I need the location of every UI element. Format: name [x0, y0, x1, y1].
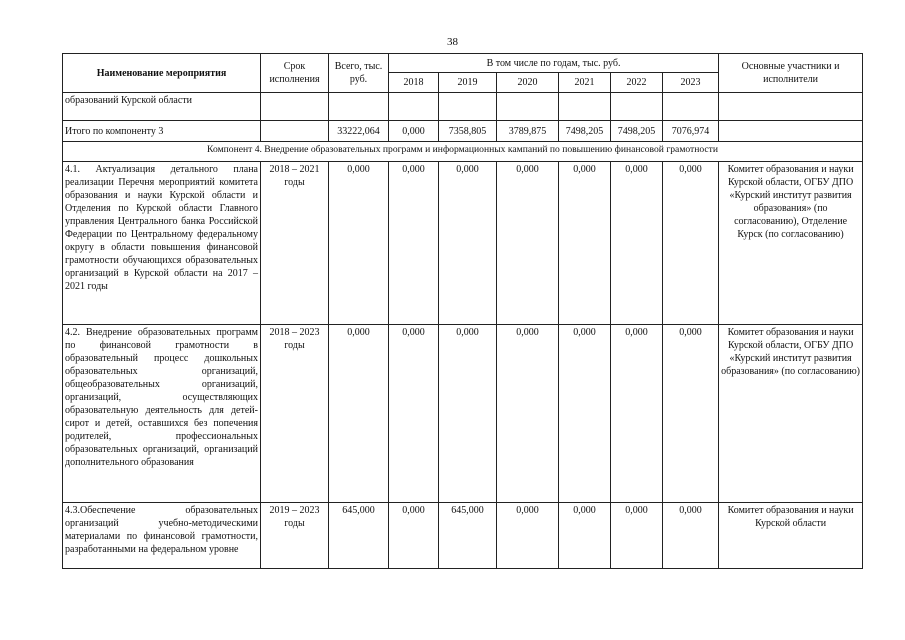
activity-name: 4.3.Обеспечение образовательных организаций учебно-методическими материалами по финансовой грамотности, разработанными на федеральном уровне	[63, 503, 261, 569]
activity-value: 0,000	[389, 325, 439, 503]
header-year: 2020	[497, 73, 559, 93]
total-row-value: 3789,875	[497, 121, 559, 142]
continuation-name: образований Курской области	[63, 93, 261, 121]
total-row	[63, 121, 863, 142]
activity-term: 2018 – 2023 годы	[261, 325, 329, 503]
component-heading-row	[63, 142, 863, 162]
activity-value: 0,000	[663, 503, 719, 569]
activity-value: 0,000	[663, 162, 719, 325]
total-row-value: 7498,205	[559, 121, 611, 142]
activity-value: 0,000	[559, 325, 611, 503]
header-year: 2018	[389, 73, 439, 93]
activity-value: 0,000	[611, 503, 663, 569]
header-participants: Основные участники и исполнители	[719, 54, 863, 93]
activity-value: 0,000	[439, 325, 497, 503]
activity-participants: Комитет образования и науки Курской области, ОГБУ ДПО «Курский институт развития образования» (по согласованию)	[719, 325, 863, 503]
total-row-value: 0,000	[389, 121, 439, 142]
continuation-row	[63, 93, 863, 121]
activity-total: 645,000	[329, 503, 389, 569]
header-total: Всего, тыс. руб.	[329, 54, 389, 93]
activity-participants: Комитет образования и науки Курской области, ОГБУ ДПО «Курский институт развития образования» (по согласованию), Отделение Курск (по согласованию)	[719, 162, 863, 325]
table-row	[63, 325, 863, 503]
activity-total: 0,000	[329, 325, 389, 503]
header-term: Срок исполнения	[261, 54, 329, 93]
table-row	[63, 162, 863, 325]
component-title: Компонент 4. Внедрение образовательных программ и информационных кампаний по повышению финансовой грамотности	[63, 142, 863, 162]
activity-value: 0,000	[611, 325, 663, 503]
activity-value: 0,000	[389, 162, 439, 325]
activity-value: 0,000	[497, 162, 559, 325]
header-year: 2019	[439, 73, 497, 93]
total-row-sum: 33222,064	[329, 121, 389, 142]
activity-name: 4.2. Внедрение образовательных программ по финансовой грамотности в образовательный процесс дошкольных образовательных организаций, общеобразовательных организаций, организаций, осуществляющих образовательную деятельность для детей-сирот и детей, оставшихся без попечения родителей, профессиональных образовательных организаций, организаций дополнительного образования	[63, 325, 261, 503]
header-row-1	[63, 54, 863, 73]
activity-value: 0,000	[497, 503, 559, 569]
budget-table	[62, 53, 863, 569]
activity-value: 0,000	[439, 162, 497, 325]
total-row-name: Итого по компоненту 3	[63, 121, 261, 142]
header-year: 2021	[559, 73, 611, 93]
header-year: 2023	[663, 73, 719, 93]
activity-value: 0,000	[389, 503, 439, 569]
total-row-value: 7358,805	[439, 121, 497, 142]
activity-term: 2019 – 2023 годы	[261, 503, 329, 569]
total-row-value: 7076,974	[663, 121, 719, 142]
total-row-value: 7498,205	[611, 121, 663, 142]
activity-participants: Комитет образования и науки Курской области	[719, 503, 863, 569]
activity-name: 4.1. Актуализация детального плана реализации Перечня мероприятий комитета образования и науки Курской области и Отделения по Курской области Главного управления Центрального банка Российской Федерации по Центральному федеральному округу в области повышения финансовой грамотности обучающихся образовательных организаций в Курской области на 2017 – 2021 годы	[63, 162, 261, 325]
activity-value: 645,000	[439, 503, 497, 569]
table-row	[63, 503, 863, 569]
activity-value: 0,000	[559, 162, 611, 325]
activity-value: 0,000	[611, 162, 663, 325]
header-years-group: В том числе по годам, тыс. руб.	[389, 54, 719, 73]
page-number: 38	[447, 36, 458, 48]
activity-value: 0,000	[497, 325, 559, 503]
header-year: 2022	[611, 73, 663, 93]
activity-total: 0,000	[329, 162, 389, 325]
activity-value: 0,000	[559, 503, 611, 569]
activity-value: 0,000	[663, 325, 719, 503]
activity-term: 2018 – 2021 годы	[261, 162, 329, 325]
header-name: Наименование мероприятия	[63, 54, 261, 93]
